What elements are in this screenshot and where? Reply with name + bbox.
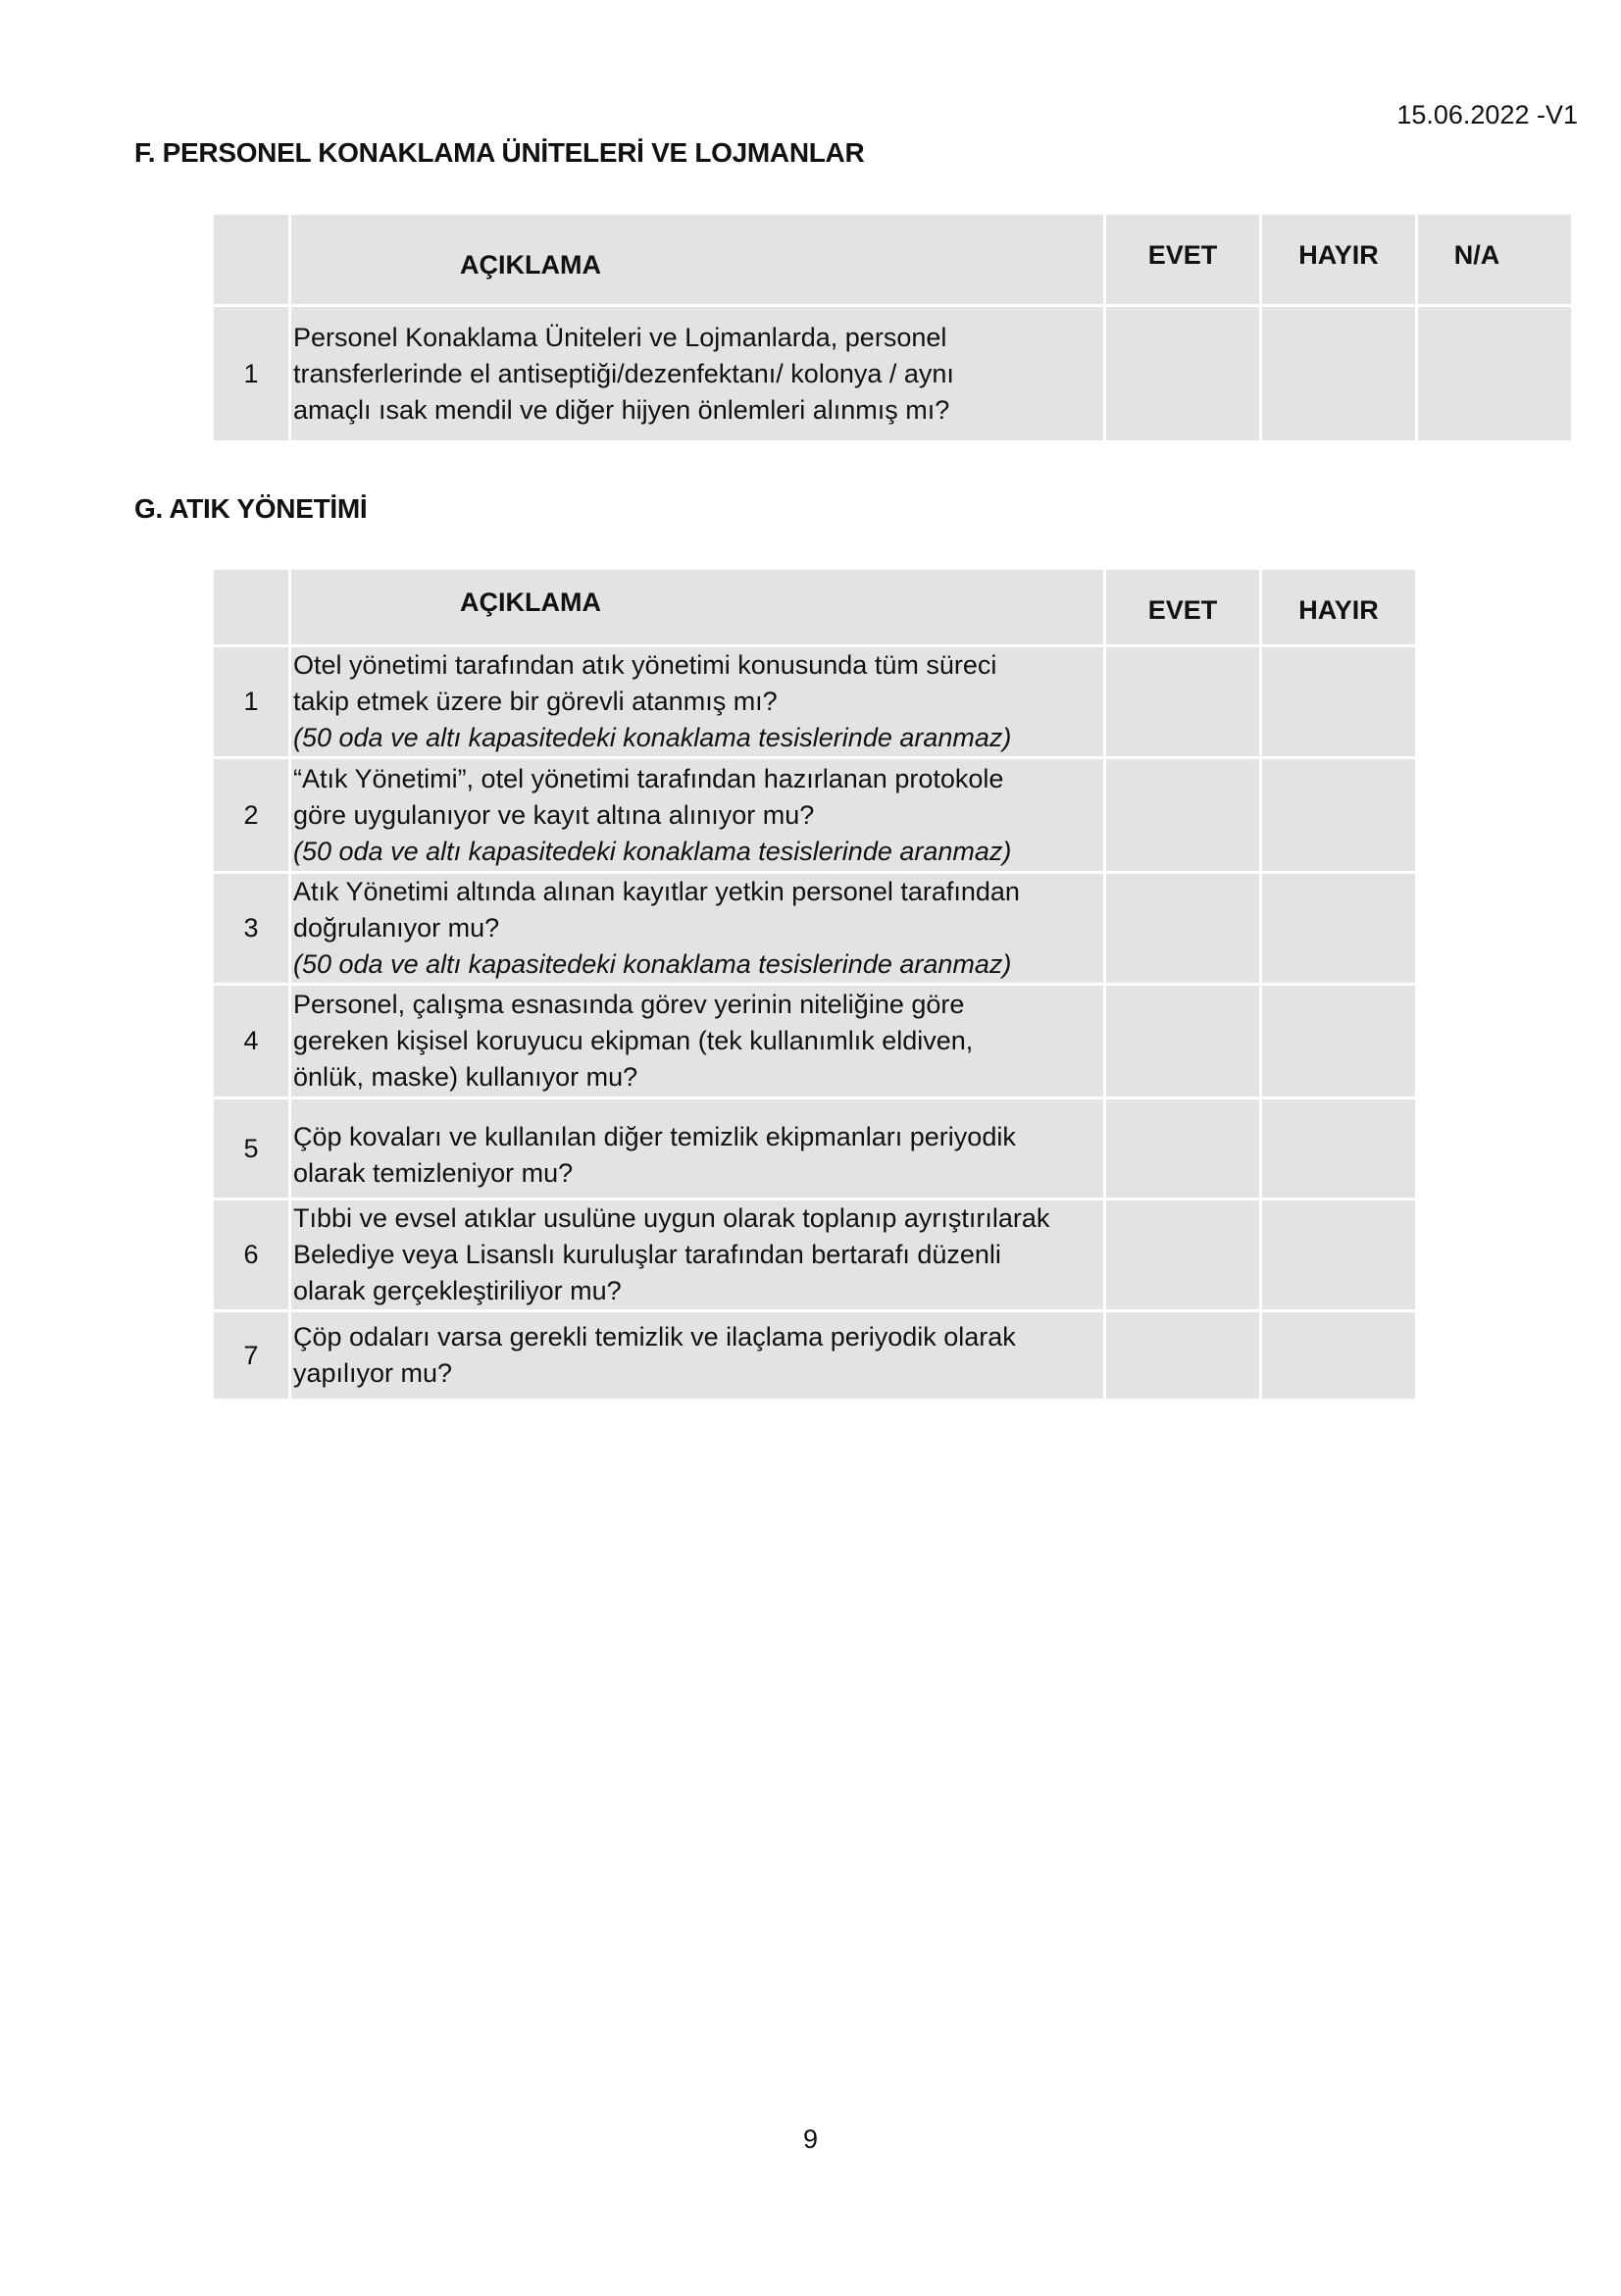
section-f-header-row xyxy=(214,215,1571,304)
yes-answer-cell[interactable] xyxy=(1106,986,1259,1097)
description-line: Personel Konaklama Üniteleri ve Lojmanlarda, personel xyxy=(293,322,947,352)
row-number: 3 xyxy=(214,874,288,983)
table-row xyxy=(214,647,1415,756)
page-number: 9 xyxy=(802,2124,819,2154)
section-f-title: F. PERSONEL KONAKLAMA ÜNİTELERİ VE LOJMANLAR xyxy=(134,137,865,168)
description-line: takip etmek üzere bir görevli atanmış mı? xyxy=(293,687,778,716)
header-no: HAYIR xyxy=(1262,215,1415,304)
header-description: AÇIKLAMA xyxy=(291,215,1103,304)
yes-answer-cell[interactable] xyxy=(1106,1200,1259,1309)
row-note: (50 oda ve altı kapasitedeki konaklama tesislerinde aranmaz) xyxy=(293,949,1012,979)
description-line: Personel, çalışma esnasında görev yerinin niteliğine göre xyxy=(293,990,965,1019)
yes-answer-cell[interactable] xyxy=(1106,307,1259,440)
row-note: (50 oda ve altı kapasitedeki konaklama tesislerinde aranmaz) xyxy=(293,723,1012,752)
no-answer-cell[interactable] xyxy=(1262,307,1415,440)
section-g-title: G. ATIK YÖNETİMİ xyxy=(134,493,368,524)
row-description xyxy=(291,1099,1103,1198)
description-line: önlük, maske) kullanıyor mu? xyxy=(293,1062,638,1092)
table-row xyxy=(214,759,1415,871)
row-description xyxy=(291,874,1103,983)
description-line: yapılıyor mu? xyxy=(293,1358,453,1388)
row-description xyxy=(291,759,1103,871)
description-line: amaçlı ısak mendil ve diğer hijyen önlemleri alınmış mı? xyxy=(293,394,950,425)
header-na: N/A xyxy=(1418,215,1571,304)
section-f-table xyxy=(211,212,1574,443)
description-line: göre uygulanıyor ve kayıt altına alınıyor mu? xyxy=(293,799,815,830)
description-line: Çöp kovaları ve kullanılan diğer temizlik ekipmanları periyodik xyxy=(293,1122,1016,1151)
row-description xyxy=(291,986,1103,1097)
description-line: olarak temizleniyor mu? xyxy=(293,1158,574,1188)
row-number: 1 xyxy=(214,307,288,440)
header-description: AÇIKLAMA xyxy=(291,570,1103,644)
row-description xyxy=(291,1312,1103,1399)
table-row xyxy=(214,874,1415,983)
yes-answer-cell[interactable] xyxy=(1106,1312,1259,1399)
row-description xyxy=(291,307,1103,440)
table-row xyxy=(214,1099,1415,1198)
row-number: 7 xyxy=(214,1312,288,1399)
row-description xyxy=(291,647,1103,756)
row-number: 2 xyxy=(214,759,288,871)
description-line: Belediye veya Lisanslı kuruluşlar tarafından bertarafı düzenli xyxy=(293,1240,1001,1269)
no-answer-cell[interactable] xyxy=(1262,647,1415,756)
table-row xyxy=(214,1312,1415,1399)
yes-answer-cell[interactable] xyxy=(1106,1099,1259,1198)
no-answer-cell[interactable] xyxy=(1262,759,1415,871)
version-label: 15.06.2022 -V1 xyxy=(1396,100,1578,129)
description-line: gereken kişisel koruyucu ekipman (tek kullanımlık eldiven, xyxy=(293,1026,974,1055)
no-answer-cell[interactable] xyxy=(1262,1312,1415,1399)
description-line: Çöp odaları varsa gerekli temizlik ve ilaçlama periyodik olarak xyxy=(293,1322,1016,1352)
no-answer-cell[interactable] xyxy=(1262,874,1415,983)
row-number: 5 xyxy=(214,1099,288,1198)
row-note: (50 oda ve altı kapasitedeki konaklama tesislerinde aranmaz) xyxy=(293,836,1012,866)
description-line: “Atık Yönetimi”, otel yönetimi tarafından hazırlanan protokole xyxy=(293,763,1004,793)
row-number: 6 xyxy=(214,1200,288,1309)
header-no: HAYIR xyxy=(1262,570,1415,644)
description-line: Otel yönetimi tarafından atık yönetimi konusunda tüm süreci xyxy=(293,650,997,680)
no-answer-cell[interactable] xyxy=(1262,1200,1415,1309)
yes-answer-cell[interactable] xyxy=(1106,647,1259,756)
na-answer-cell[interactable] xyxy=(1418,307,1571,440)
header-yes: EVET xyxy=(1106,215,1259,304)
section-g-table xyxy=(211,567,1418,1402)
no-answer-cell[interactable] xyxy=(1262,986,1415,1097)
header-yes: EVET xyxy=(1106,570,1259,644)
description-line: Tıbbi ve evsel atıklar usulüne uygun olarak toplanıp ayrıştırılarak xyxy=(293,1203,1050,1233)
row-number: 4 xyxy=(214,986,288,1097)
row-number: 1 xyxy=(214,647,288,756)
description-line: transferlerinde el antiseptiği/dezenfektanı/ kolonya / aynı xyxy=(293,358,954,388)
header-number-cell xyxy=(214,570,288,644)
table-row xyxy=(214,986,1415,1097)
table-row xyxy=(214,307,1571,440)
section-g-header-row xyxy=(214,570,1415,644)
yes-answer-cell[interactable] xyxy=(1106,874,1259,983)
description-line: olarak gerçekleştiriliyor mu? xyxy=(293,1276,622,1305)
row-description xyxy=(291,1200,1103,1309)
table-row xyxy=(214,1200,1415,1309)
no-answer-cell[interactable] xyxy=(1262,1099,1415,1198)
yes-answer-cell[interactable] xyxy=(1106,759,1259,871)
description-line: doğrulanıyor mu? xyxy=(293,913,500,943)
description-line: Atık Yönetimi altında alınan kayıtlar yetkin personel tarafından xyxy=(293,877,1020,906)
header-number-cell xyxy=(214,215,288,304)
